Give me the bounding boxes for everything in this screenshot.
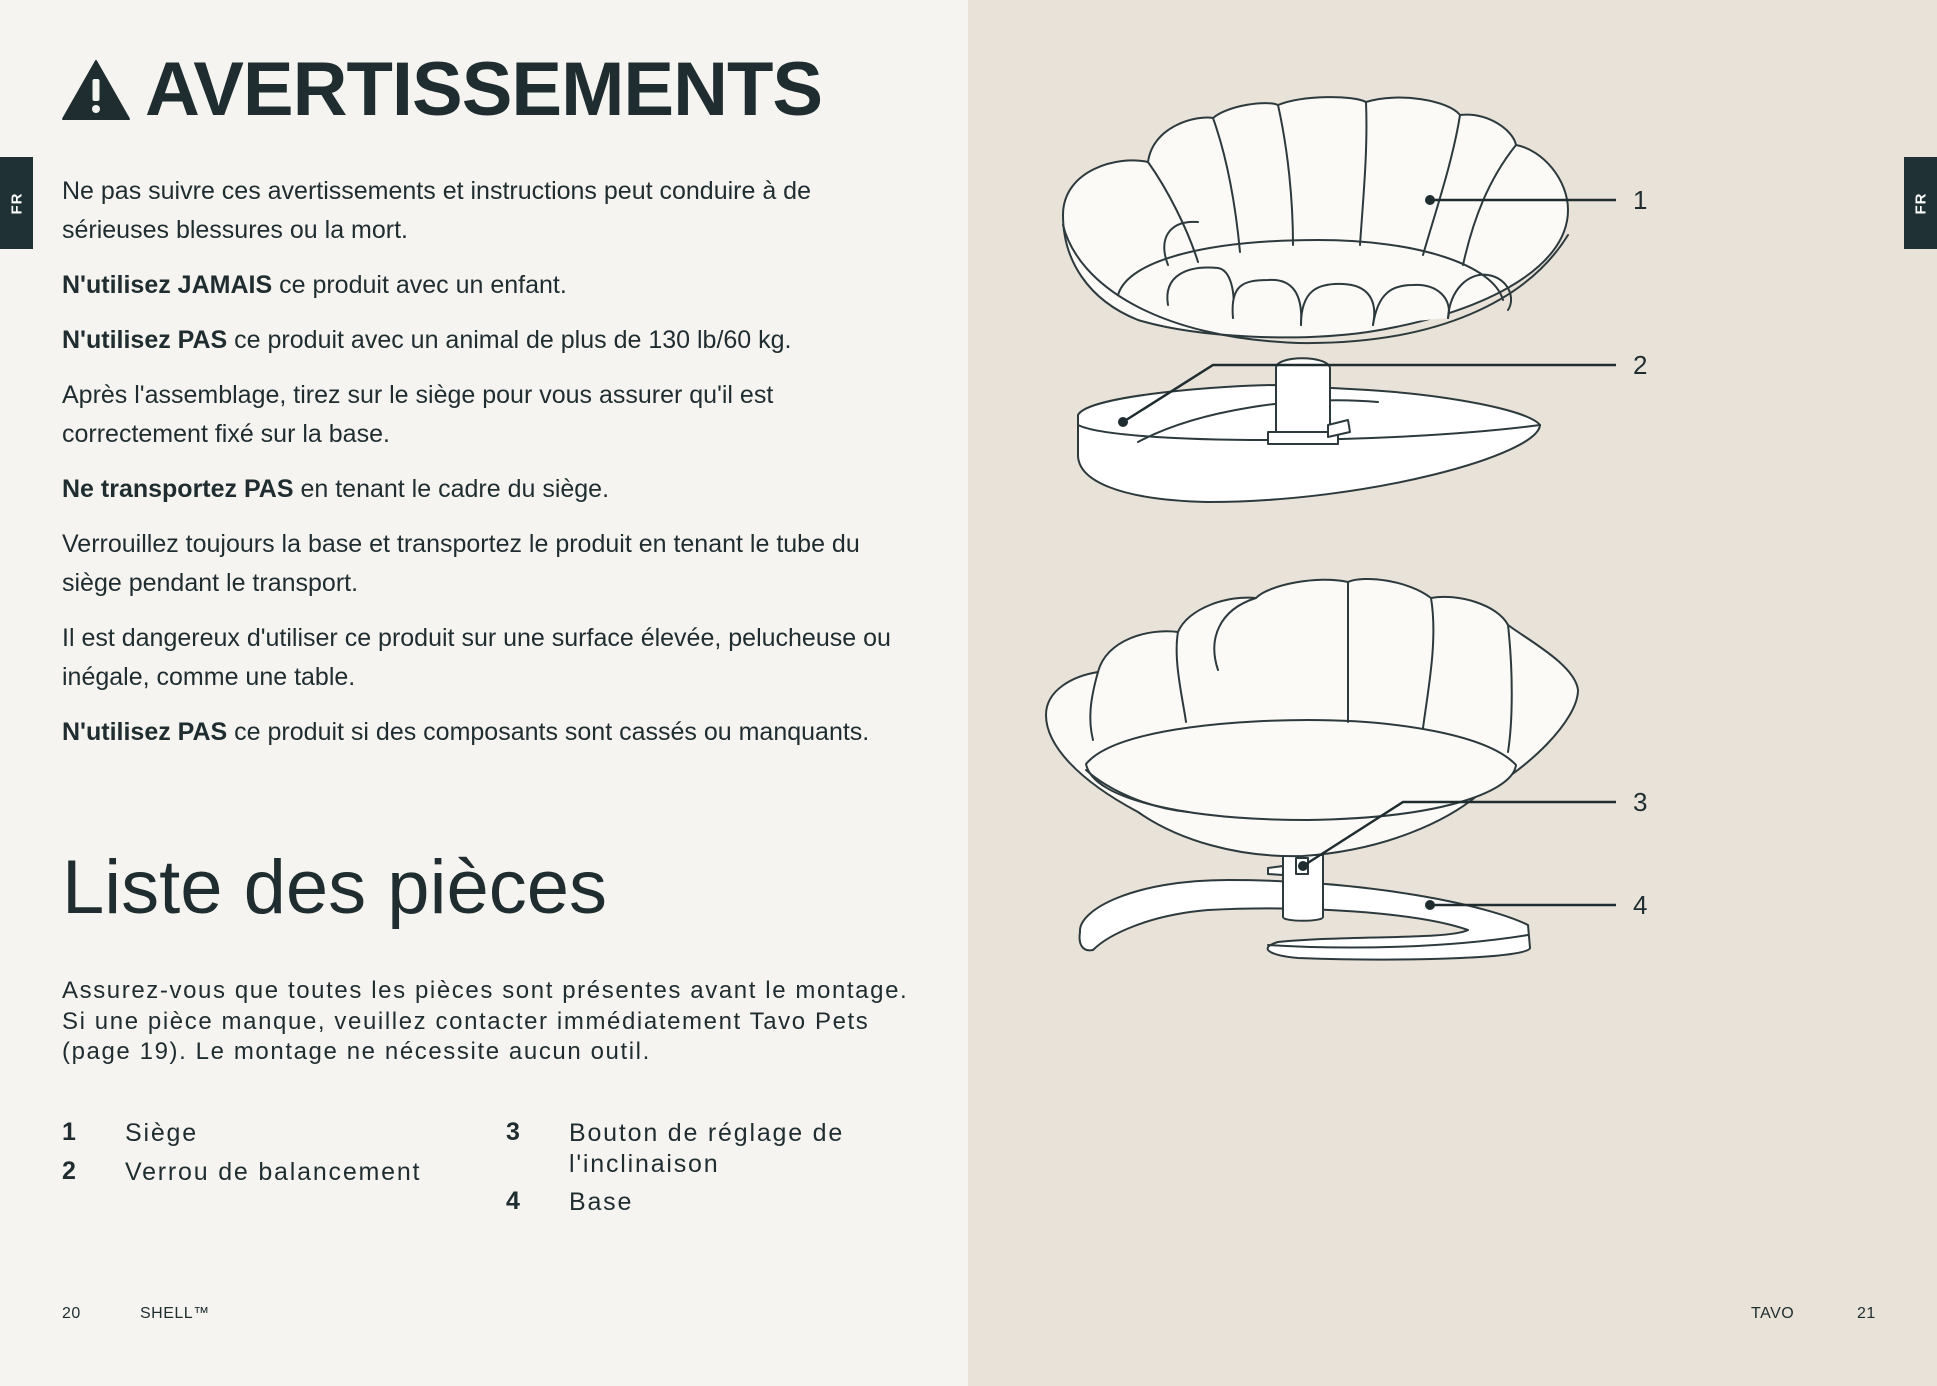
callout-dot-2 bbox=[1118, 417, 1128, 427]
callout-dot-4 bbox=[1425, 900, 1435, 910]
parts-intro: Assurez-vous que toutes les pièces sont présentes avant le montage. Si une pièce manque, veuillez contacter immédiatement Tavo Pets (page 19). Le montage ne nécessite aucun outil. bbox=[62, 977, 909, 1065]
warnings-title: AVERTISSEMENTS bbox=[145, 47, 823, 132]
callout-label-3: 3 bbox=[1633, 787, 1648, 817]
footer-page-number-left: 20 bbox=[62, 1305, 81, 1322]
part-label: Base bbox=[569, 1188, 634, 1216]
part-label: Verrou de balancement bbox=[125, 1158, 422, 1186]
parts-diagram bbox=[968, 0, 1937, 1386]
callout-label-2: 2 bbox=[1633, 350, 1648, 380]
part-number: 1 bbox=[62, 1118, 78, 1146]
footer-brand-left: SHELL™ bbox=[140, 1305, 210, 1322]
callout-label-4: 4 bbox=[1633, 890, 1648, 920]
parts-column-right bbox=[506, 1118, 926, 1218]
parts-column-left bbox=[62, 1118, 482, 1188]
parts-title: Liste des pièces bbox=[62, 845, 607, 930]
part-item bbox=[506, 1118, 926, 1180]
part-item bbox=[506, 1187, 926, 1218]
warning-item: Verrouillez toujours la base et transportez le produit en tenant le tube du siège pendant le transport. bbox=[62, 530, 860, 597]
part-label: Bouton de réglage de l'inclinaison bbox=[569, 1119, 845, 1178]
part-item bbox=[62, 1157, 482, 1188]
warning-item: N'utilisez PAS ce produit si des composants sont cassés ou manquants. bbox=[62, 718, 870, 746]
warnings-list bbox=[62, 172, 922, 768]
warning-icon bbox=[61, 59, 131, 121]
language-tab-label: FR bbox=[8, 192, 25, 214]
callout-dot-3 bbox=[1298, 861, 1308, 871]
warning-item: Ne transportez PAS en tenant le cadre du siège. bbox=[62, 475, 610, 503]
part-label: Siège bbox=[125, 1119, 198, 1147]
footer-page-number-right: 21 bbox=[1857, 1305, 1876, 1322]
seat-top-illustration bbox=[1063, 97, 1568, 343]
seat-bottom-illustration bbox=[1046, 579, 1578, 856]
part-item bbox=[62, 1118, 482, 1149]
warning-item: Il est dangereux d'utiliser ce produit sur une surface élevée, pelucheuse ou inégale, comme une table. bbox=[62, 624, 891, 691]
warnings-heading bbox=[61, 47, 823, 132]
part-number: 2 bbox=[62, 1157, 78, 1185]
footer-brand-right: TAVO bbox=[1751, 1305, 1795, 1322]
warning-item: N'utilisez PAS ce produit avec un animal de plus de 130 lb/60 kg. bbox=[62, 326, 792, 354]
callout-dot-1 bbox=[1425, 195, 1435, 205]
part-number: 3 bbox=[506, 1118, 522, 1146]
warning-item: Après l'assemblage, tirez sur le siège pour vous assurer qu'il est correctement fixé sur la base. bbox=[62, 381, 774, 448]
part-number: 4 bbox=[506, 1187, 522, 1215]
warning-item: Ne pas suivre ces avertissements et instructions peut conduire à de sérieuses blessures ou la mort. bbox=[62, 177, 811, 244]
language-tab-left bbox=[0, 157, 33, 249]
language-tab-label: FR bbox=[1912, 192, 1929, 214]
callout-label-1: 1 bbox=[1633, 185, 1648, 215]
warning-item: N'utilisez JAMAIS ce produit avec un enfant. bbox=[62, 271, 567, 299]
